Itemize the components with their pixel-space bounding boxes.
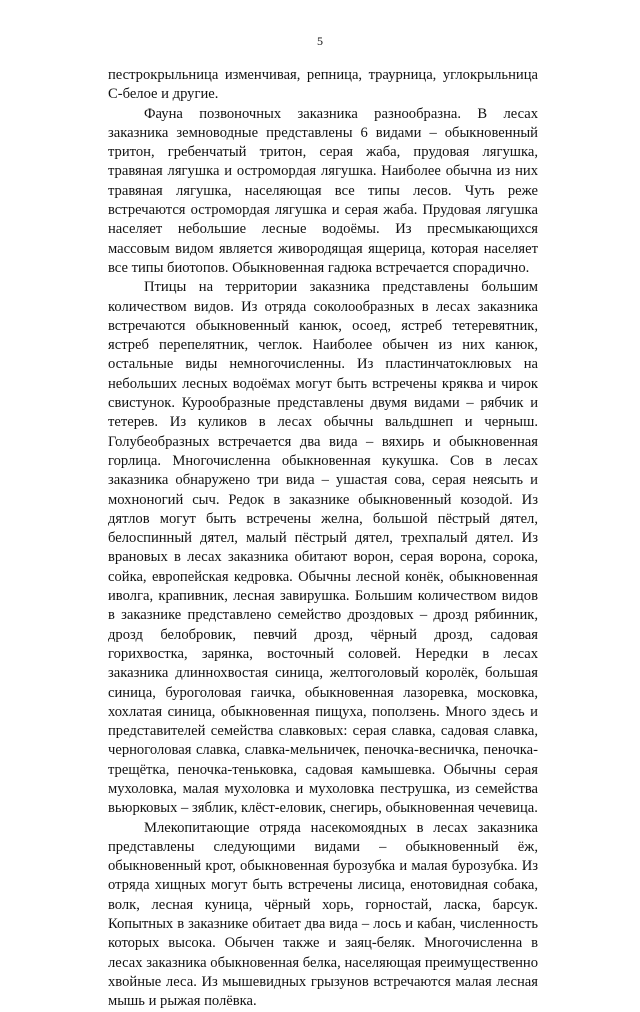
paragraph-mammals: Млекопитающие отряда насекомоядных в лесах заказника представлены следующими видами – обыкновенный ёж, обыкновенный крот, обыкновенная бурозубка и малая бурозубка. Из отряда хищных могут быть встречены лисица, енотовидная собака, волк, лесная куница, чёрный хорь, горностай, ласка, барсук. Копытных в заказнике обитает два вида – лось и кабан, численность которых высока. Обычен также и заяц-беляк. Многочисленна в лесах заказника обыкновенная белка, населяющая преимущественно хвойные леса. Из мышевидных грызунов встречаются малая лесная мышь и рыжая полёвка.	[108, 819, 538, 1010]
paragraph-birds: Птицы на территории заказника представлены большим количеством видов. Из отряда соколообразных в лесах заказника встречаются обыкновенный канюк, осоед, ястреб тетеревятник, ястреб перепелятник, чеглок. Наиболее обычен из них канюк, остальные виды немногочисленны. Из пластинчатоклювых на небольших лесных водоёмах могут быть встречены кряква и чирок свистунок. Курообразные представлены двумя видами – рябчик и тетерев. Из куликов в лесах обычны вальдшнеп и черныш. Голубеобразных встречается два вида – вяхирь и обыкновенная горлица. Многочисленна обыкновенная кукушка. Сов в лесах заказника обнаружено три вида – ушастая сова, серая неясыть и мохноногий сыч. Редок в заказнике обыкновенный козодой. Из дятлов могут быть встречены желна, большой пёстрый дятел, белоспинный дятел, малый пёстрый дятел, трехпалый дятел. Из врановых в лесах заказника обитают ворон, серая ворона, сорока, сойка, европейская кедровка. Обычны лесной конёк, обыкновенная иволга, крапивник, лесная завирушка. Большим количеством видов в заказнике представлено семейство дроздовых – дрозд рябинник, дрозд белобровик, певчий дрозд, чёрный дрозд, садовая горихвостка, зарянка, восточный соловей. Нередки в лесах заказника длиннохвостая синица, желтоголовый королёк, большая синица, буроголовая гаичка, обыкновенная лазоревка, московка, хохлатая синица, обыкновенная пищуха, поползень. Много здесь и представителей семейства славковых: серая славка, садовая славка, черноголовая славка, славка-мельничек, пеночка-весничка, пеночка-трещётка, пеночка-теньковка, садовая камышевка. Обычны серая мухоловка, малая мухоловка и мухоловка пеструшка, из семейства вьюрковых – зяблик, клёст-еловик, снегирь, обыкновенная чечевица.	[108, 279, 538, 817]
page-number: 5	[317, 34, 323, 48]
body-text	[108, 66, 538, 1012]
paragraph-continuation: пестрокрыльница изменчивая, репница, траурница, углокрыльница С-белое и другие.	[108, 67, 538, 103]
paragraph-vertebrate-fauna: Фауна позвоночных заказника разнообразна. В лесах заказника земноводные представлены 6 видами – обыкновенный тритон, гребенчатый тритон, серая жаба, прудовая лягушка, травяная лягушка и остромордая лягушка. Наиболее обычна из них травяная лягушка, населяющая все типы лесов. Чуть реже встречаются остромордая лягушка и серая жаба. Прудовая лягушка населяет небольшие лесные водоёмы. Из пресмыкающихся массовым видом является живородящая ящерица, которая населяет все типы биотопов. Обыкновенная гадюка встречается спорадично.	[108, 105, 538, 276]
